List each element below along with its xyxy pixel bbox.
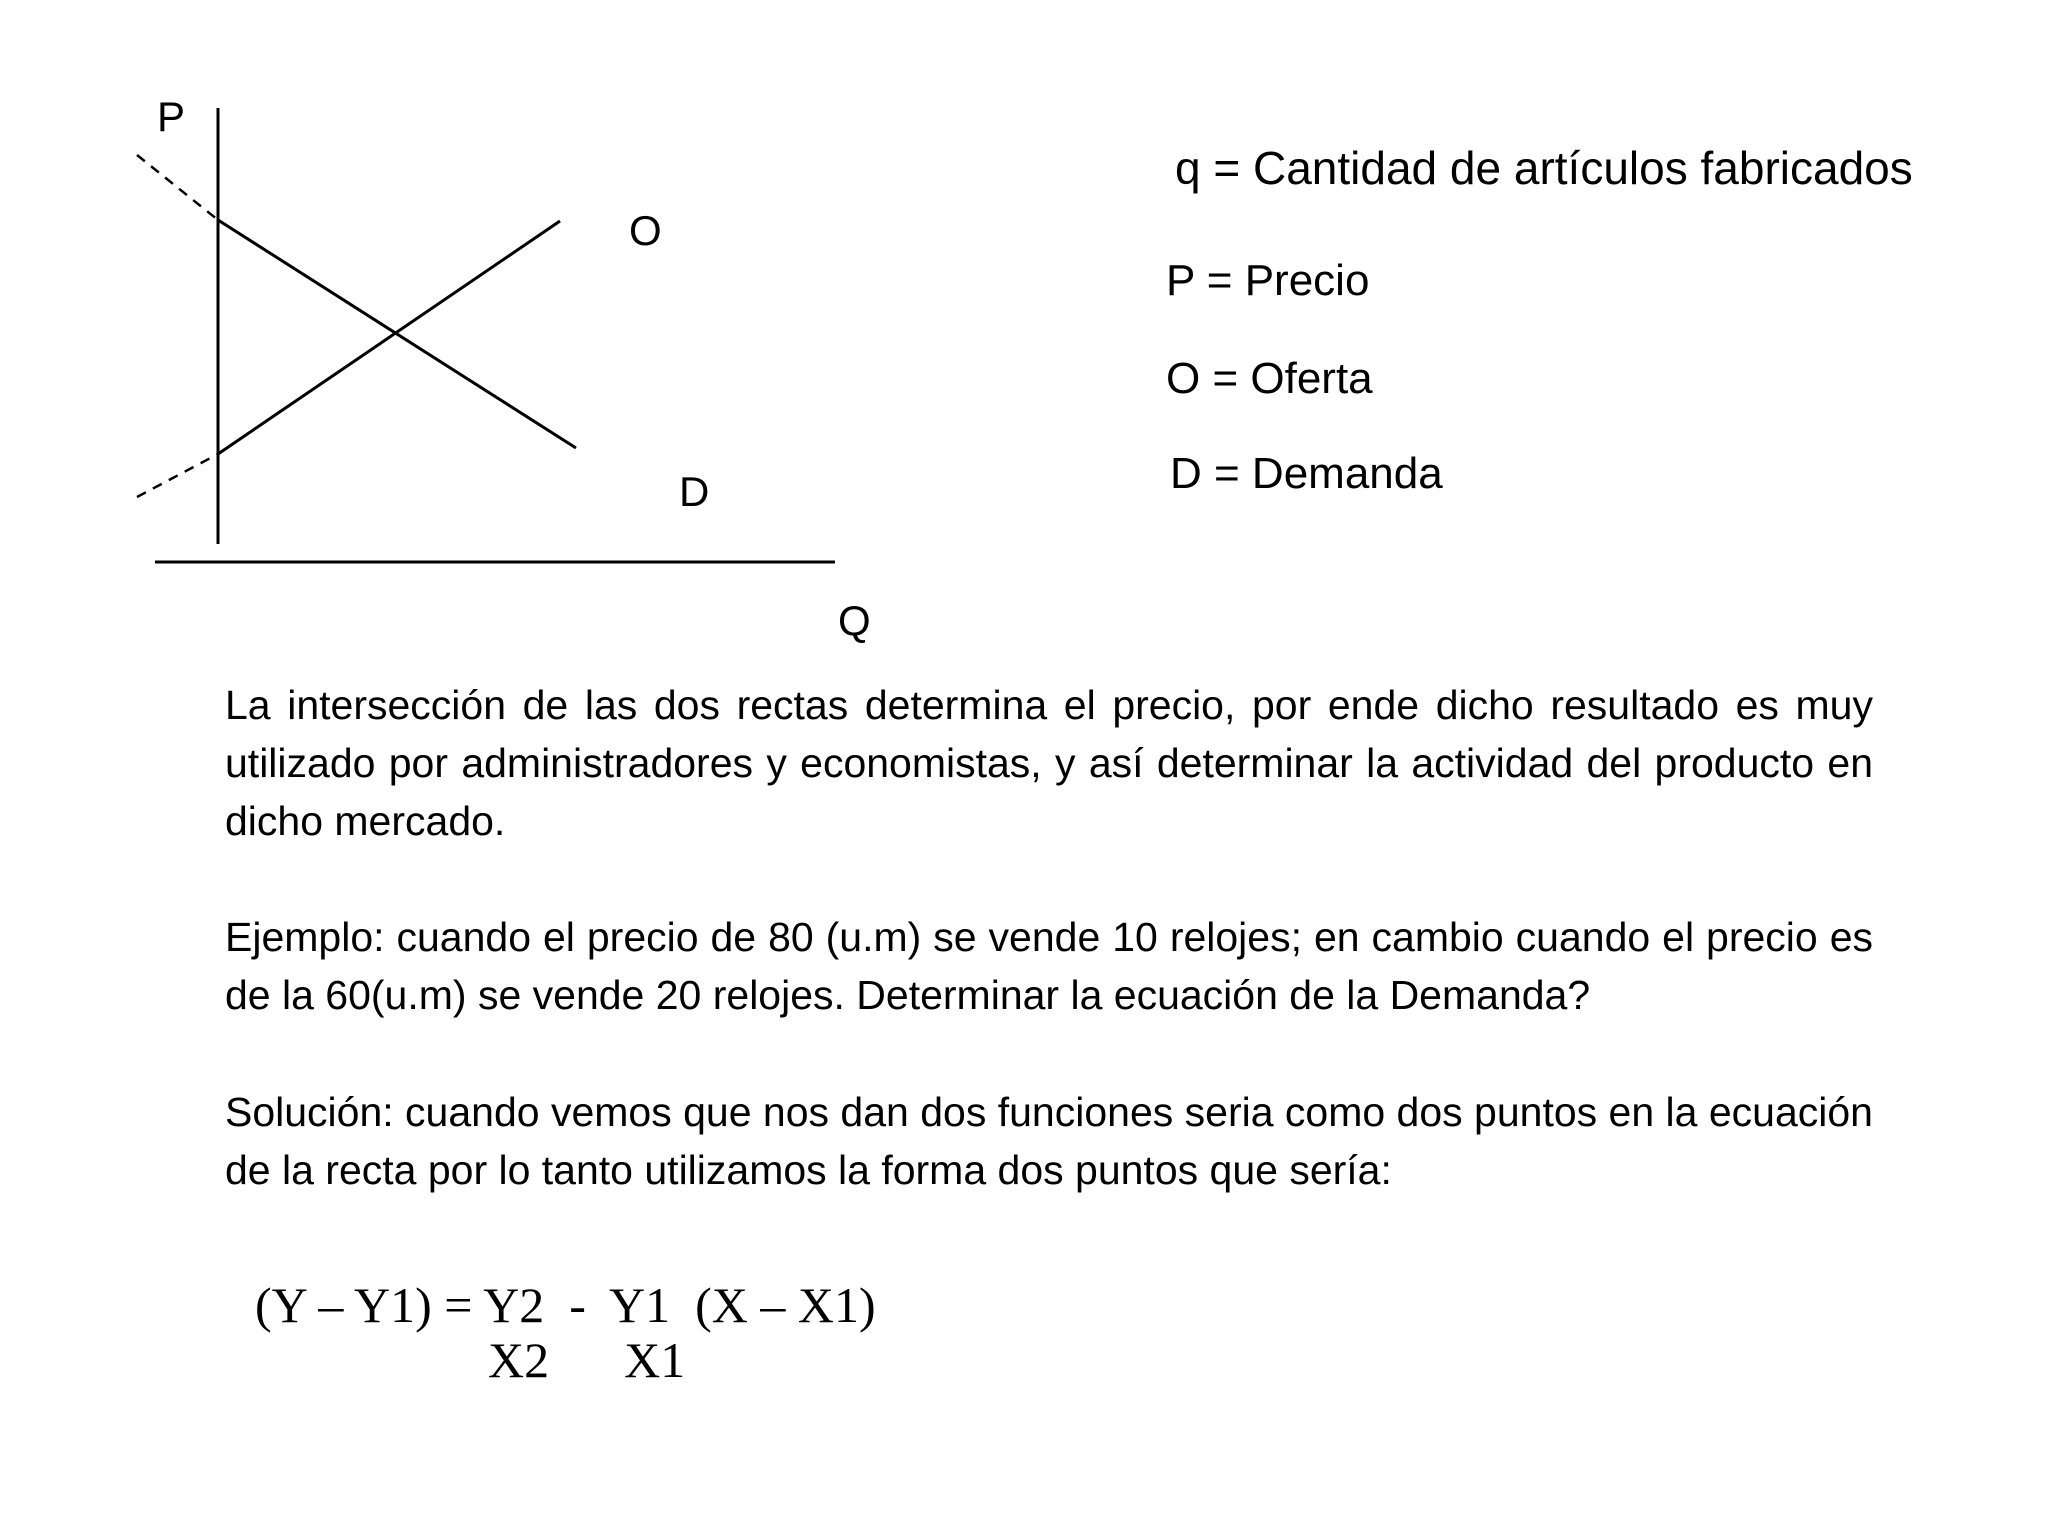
price-axis-label: P bbox=[157, 93, 186, 140]
solution-paragraph: Solución: cuando vemos que nos dan dos funciones seria como dos puntos en la ecuación de la recta por lo tanto utilizamos la forma dos puntos que sería: bbox=[225, 1089, 1873, 1193]
demand-curve-label: D bbox=[679, 468, 710, 515]
two-point-formula-line1: (Y – Y1) = Y2 - Y1 (X – X1) bbox=[255, 1277, 876, 1333]
demand-line-extension bbox=[137, 155, 218, 220]
legend-supply: O = Oferta bbox=[1166, 354, 1373, 403]
supply-line-extension bbox=[137, 454, 218, 497]
quantity-axis-label: Q bbox=[838, 597, 871, 644]
supply-line bbox=[218, 221, 560, 454]
legend-quantity: q = Cantidad de artículos fabricados bbox=[1175, 142, 1913, 194]
demand-line bbox=[218, 220, 576, 448]
legend-demand: D = Demanda bbox=[1170, 449, 1443, 498]
example-paragraph: Ejemplo: cuando el precio de 80 (u.m) se vende 10 relojes; en cambio cuando el precio es de la 60(u.m) se vende 20 relojes. Determinar la ecuación de la Demanda? bbox=[225, 914, 1873, 1018]
supply-curve-label: O bbox=[629, 207, 662, 254]
intersection-paragraph: La intersección de las dos rectas determina el precio, por ende dicho resultado es muy utilizado por administradores y economistas, y así determinar la actividad del producto en dicho mercado. bbox=[225, 682, 1873, 844]
two-point-formula-line2: X2 X1 bbox=[488, 1332, 686, 1388]
legend-price: P = Precio bbox=[1166, 256, 1370, 305]
